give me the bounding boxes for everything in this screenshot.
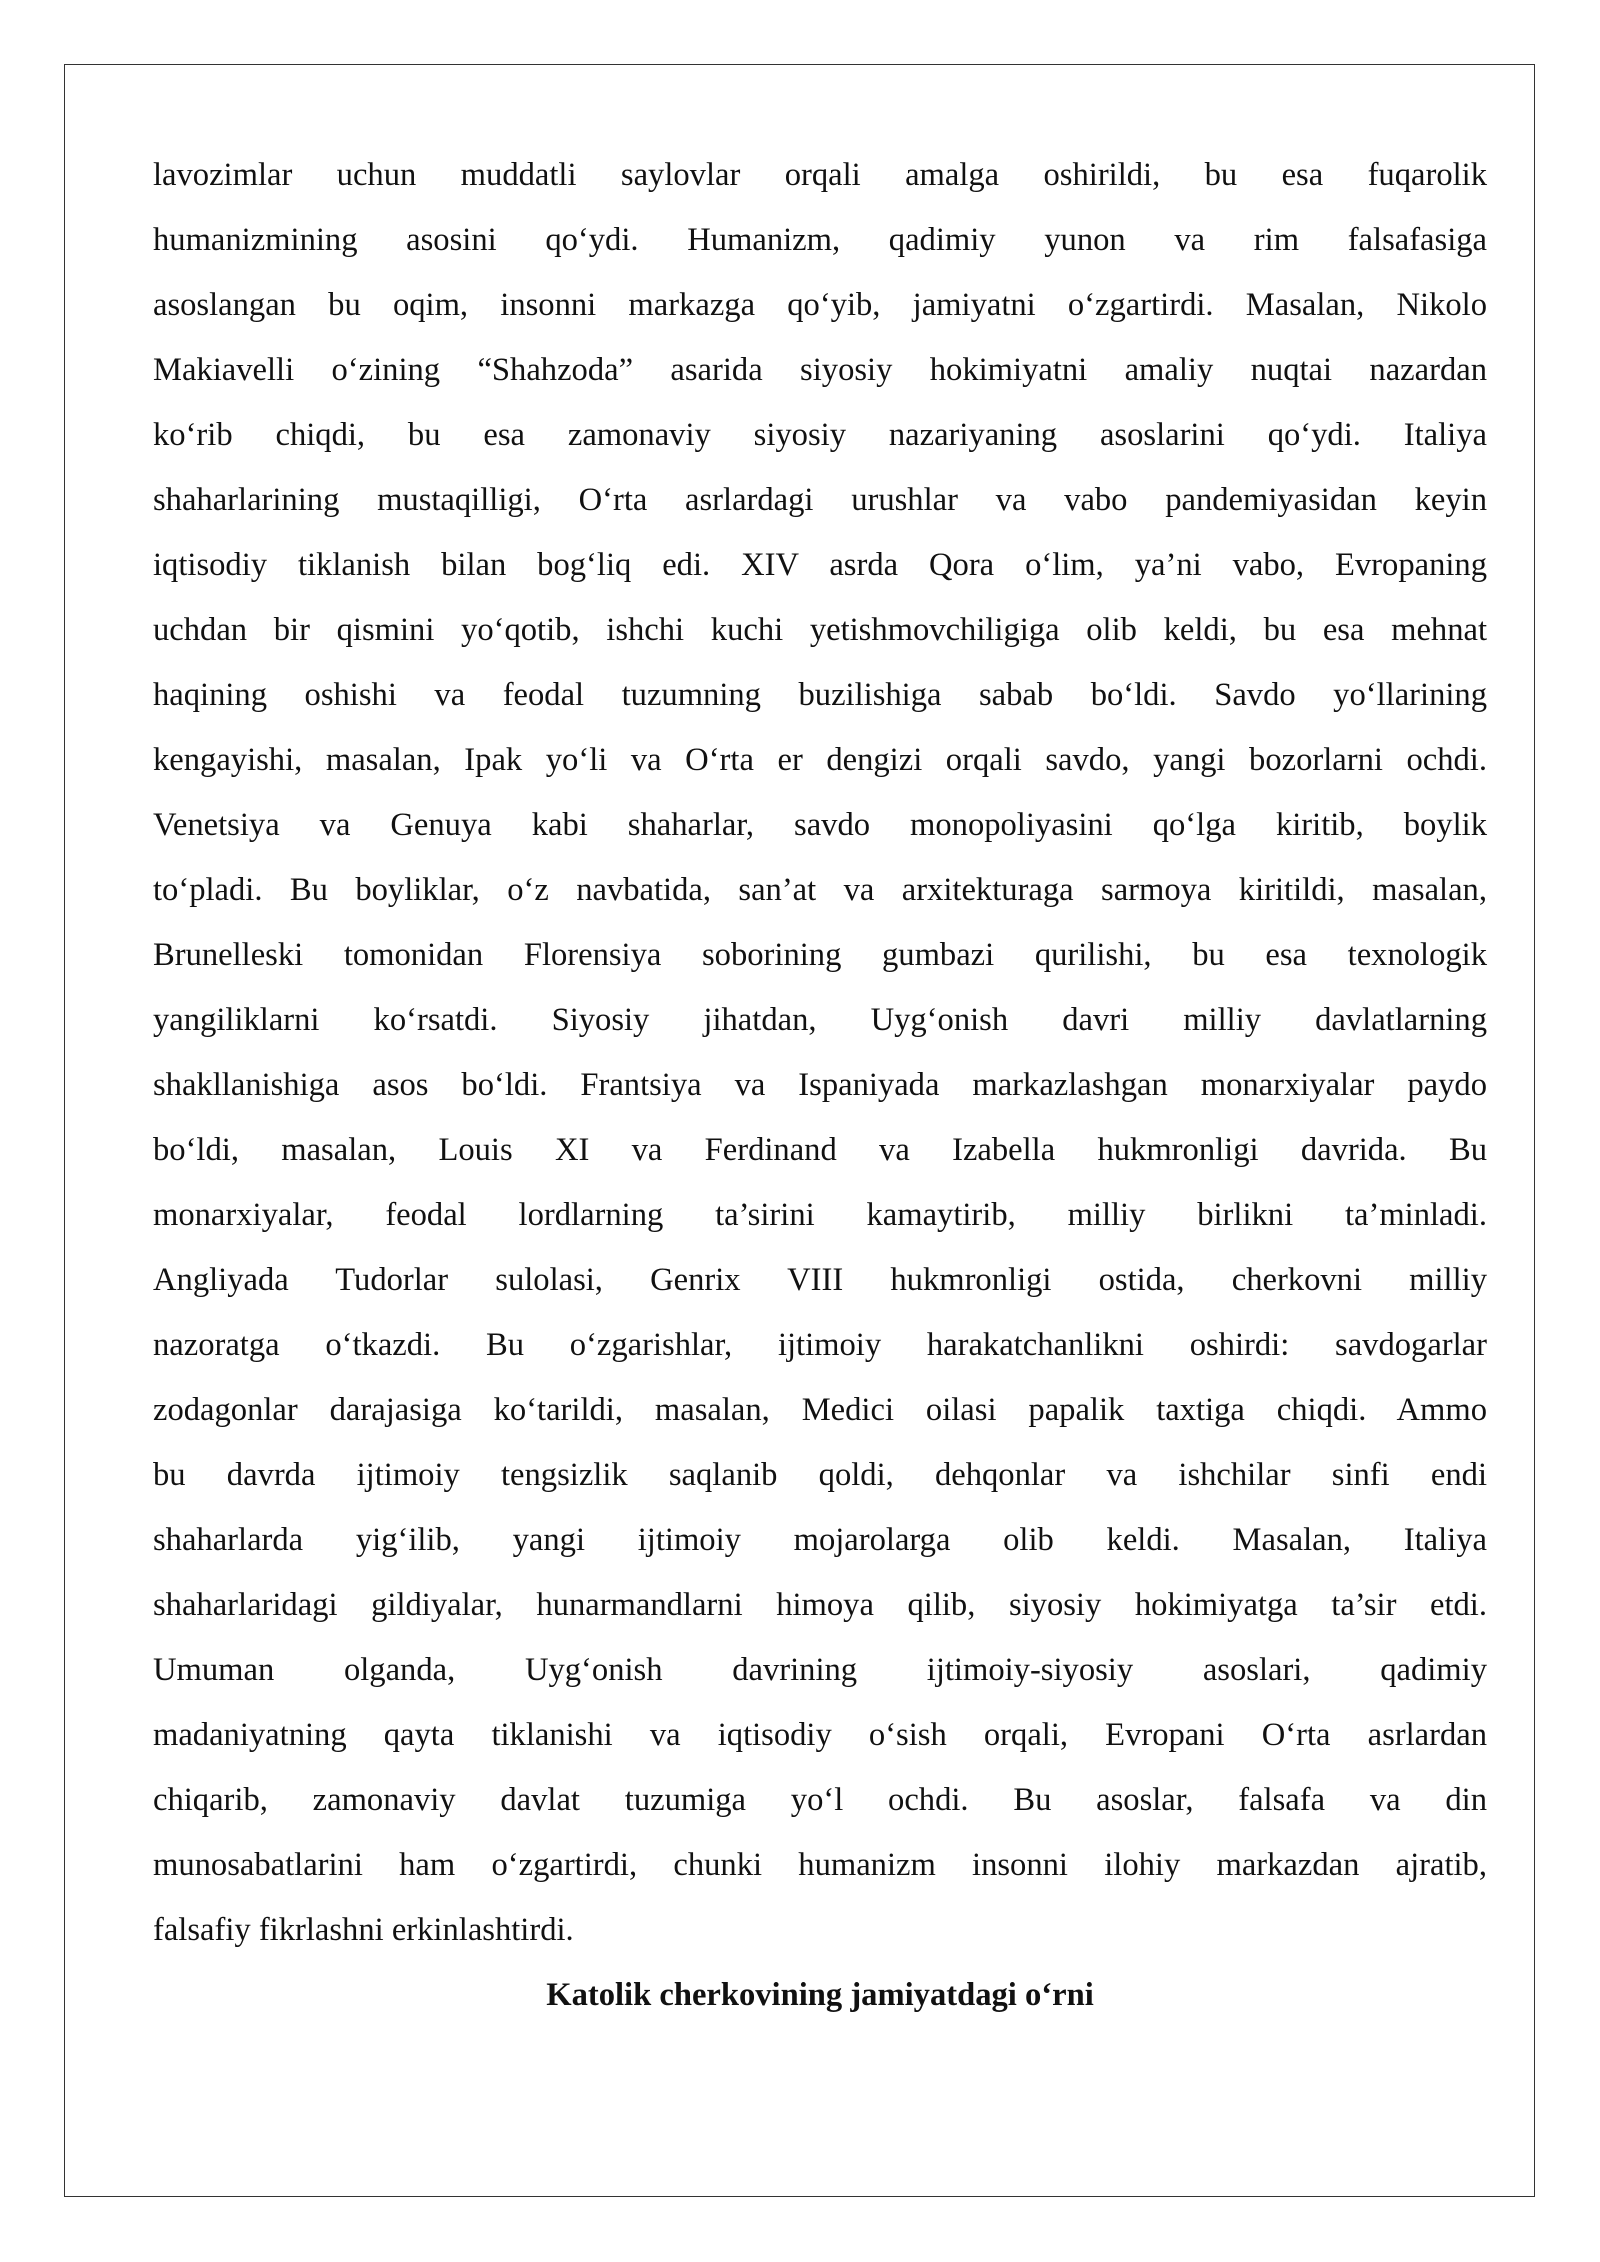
paragraph-line: yangiliklarni ko‘rsatdi. Siyosiy jihatdan, Uyg‘onish davri milliy davlatlarning <box>153 1002 1487 1038</box>
paragraph-line: ko‘rib chiqdi, bu esa zamonaviy siyosiy nazariyaning asoslarini qo‘ydi. Italiya <box>153 417 1487 453</box>
paragraph-line: Brunelleski tomonidan Florensiya soborining gumbazi qurilishi, bu esa texnologik <box>153 937 1487 973</box>
section-heading: Katolik cherkovining jamiyatdagi o‘rni <box>546 1977 1094 2013</box>
body-paragraph <box>153 143 1487 1963</box>
paragraph-line: humanizmining asosini qo‘ydi. Humanizm, qadimiy yunon va rim falsafasiga <box>153 222 1487 258</box>
paragraph-line: iqtisodiy tiklanish bilan bog‘liq edi. XIV asrda Qora o‘lim, ya’ni vabo, Evropaning <box>153 547 1487 583</box>
document-body <box>153 143 1487 2028</box>
paragraph-line: shakllanishiga asos bo‘ldi. Frantsiya va Ispaniyada markazlashgan monarxiyalar paydo <box>153 1067 1487 1103</box>
paragraph-line: monarxiyalar, feodal lordlarning ta’sirini kamaytirib, milliy birlikni ta’minladi. <box>153 1197 1487 1233</box>
paragraph-line: chiqarib, zamonaviy davlat tuzumiga yo‘l ochdi. Bu asoslar, falsafa va din <box>153 1782 1487 1818</box>
paragraph-line: shaharlaridagi gildiyalar, hunarmandlarni himoya qilib, siyosiy hokimiyatga ta’sir etdi. <box>153 1587 1487 1623</box>
paragraph-line: shaharlarining mustaqilligi, O‘rta asrlardagi urushlar va vabo pandemiyasidan keyin <box>153 482 1487 518</box>
paragraph-line: munosabatlarini ham o‘zgartirdi, chunki humanizm insonni ilohiy markazdan ajratib, <box>153 1847 1487 1883</box>
paragraph-line: haqining oshishi va feodal tuzumning buzilishiga sabab bo‘ldi. Savdo yo‘llarining <box>153 677 1487 713</box>
paragraph-line: Venetsiya va Genuya kabi shaharlar, savdo monopoliyasini qo‘lga kiritib, boylik <box>153 807 1487 843</box>
paragraph-line: Angliyada Tudorlar sulolasi, Genrix VIII hukmronligi ostida, cherkovni milliy <box>153 1262 1487 1298</box>
paragraph-line: nazoratga o‘tkazdi. Bu o‘zgarishlar, ijtimoiy harakatchanlikni oshirdi: savdogarlar <box>153 1327 1487 1363</box>
paragraph-line: madaniyatning qayta tiklanishi va iqtisodiy o‘sish orqali, Evropani O‘rta asrlardan <box>153 1717 1487 1753</box>
paragraph-line: bu davrda ijtimoiy tengsizlik saqlanib qoldi, dehqonlar va ishchilar sinfi endi <box>153 1457 1487 1493</box>
paragraph-line: uchdan bir qismini yo‘qotib, ishchi kuchi yetishmovchiligiga olib keldi, bu esa mehnat <box>153 612 1487 648</box>
paragraph-line: shaharlarda yig‘ilib, yangi ijtimoiy mojarolarga olib keldi. Masalan, Italiya <box>153 1522 1487 1558</box>
paragraph-line: kengayishi, masalan, Ipak yo‘li va O‘rta er dengizi orqali savdo, yangi bozorlarni ochdi. <box>153 742 1487 778</box>
paragraph-line: zodagonlar darajasiga ko‘tarildi, masalan, Medici oilasi papalik taxtiga chiqdi. Ammo <box>153 1392 1487 1428</box>
paragraph-line: to‘pladi. Bu boyliklar, o‘z navbatida, san’at va arxitekturaga sarmoya kiritildi, masalan, <box>153 872 1487 908</box>
paragraph-line: Umuman olganda, Uyg‘onish davrining ijtimoiy-siyosiy asoslari, qadimiy <box>153 1652 1487 1688</box>
paragraph-line: asoslangan bu oqim, insonni markazga qo‘yib, jamiyatni o‘zgartirdi. Masalan, Nikolo <box>153 287 1487 323</box>
paragraph-line: lavozimlar uchun muddatli saylovlar orqali amalga oshirildi, bu esa fuqarolik <box>153 157 1487 193</box>
paragraph-line: Makiavelli o‘zining “Shahzoda” asarida siyosiy hokimiyatni amaliy nuqtai nazardan <box>153 352 1487 388</box>
paragraph-line: bo‘ldi, masalan, Louis XI va Ferdinand va Izabella hukmronligi davrida. Bu <box>153 1132 1487 1168</box>
paragraph-line: falsafiy fikrlashni erkinlashtirdi. <box>153 1912 574 1948</box>
